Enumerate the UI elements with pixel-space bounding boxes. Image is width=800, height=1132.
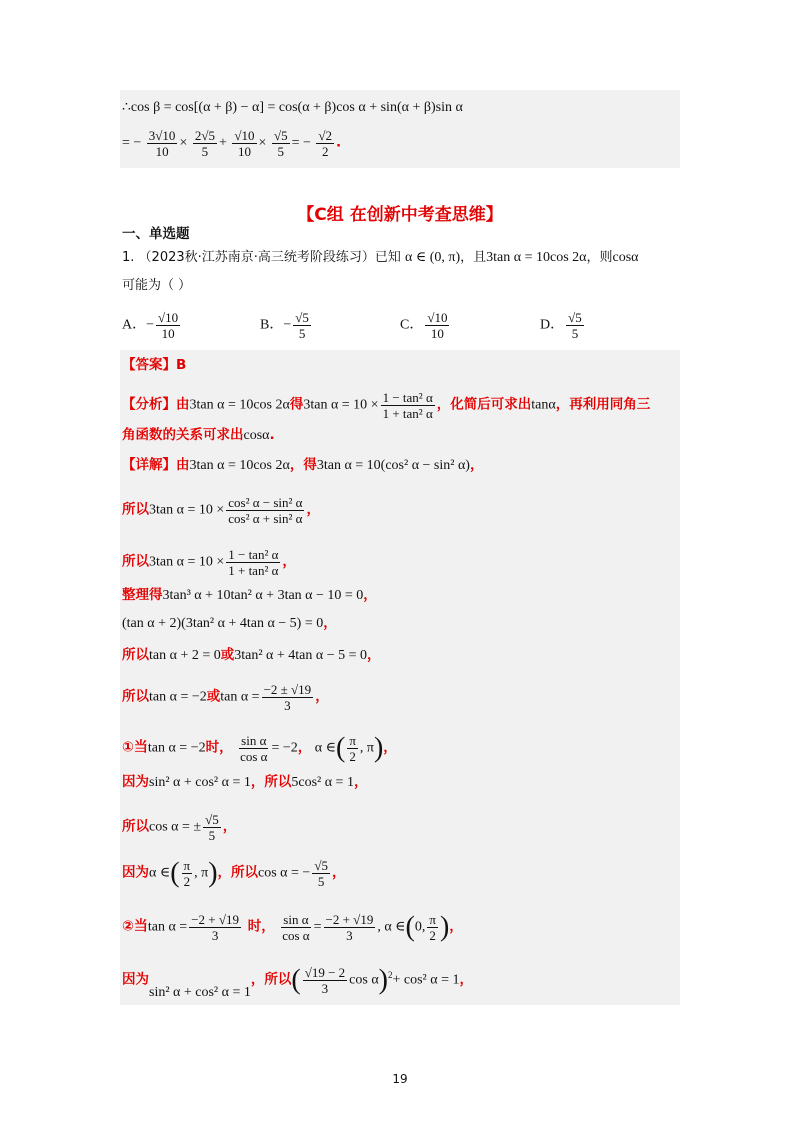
option-b[interactable]: B．− $\frac{√5}{5}$ (260, 310, 309, 341)
question-type-heading: 一、单选题 (122, 226, 190, 242)
analysis-line1: 【分析】由3tan α = 10cos 2α得3tan α = 10 × $\frac{\text{1 − tan² α}}{\text{1 + tan² α}}$ ，化简后可求出tanα，再利用同角三 (122, 390, 651, 421)
case2-because: 因为sin² α + cos² α = 1，所以( $\frac{√19 - 2}{3}$ cos α)$^2$+ cos² α = 1， (122, 964, 473, 1000)
option-d[interactable]: D． $\frac{√5}{5}$ (540, 310, 582, 341)
detail-line1: 【详解】由3tan α = 10cos 2α，得3tan α = 10(cos² α − sin² α)， (122, 457, 484, 473)
cos-beta-derivation: ∴cos β = cos[(α + β) − α] = cos(α + β)cos α + sin(α + β)sin α (122, 100, 463, 115)
detail-line6: 所以tan α + 2 = 0或3tan² α + 4tan α − 5 = 0， (122, 647, 381, 663)
cos-beta-result: = − $\frac{3√10}{10}$ × $\frac{2√5}{5}$ + $\frac{√10}{10}$ × $\frac{√5}{5}$ = − $\frac{√2}{2}$ . (122, 128, 342, 159)
detail-line2: 所以3tan α = 10 × $\frac{\text{cos² α − sin² α}}{\text{cos² α + sin² α}}$ ， (122, 495, 320, 526)
case1-conclusion: 因为α ∈( $\frac{\pi}{2}$ , π)，所以cos α = − $\frac{√5}{5}$ ， (122, 857, 346, 889)
section-title: 【C组 在创新中考查思维】 (297, 205, 503, 225)
case1-because: 因为sin² α + cos² α = 1，所以5cos² α = 1， (122, 774, 368, 790)
question-stem: 1. （2023秋·江苏南京·高三统考阶段练习）已知 α ∈ (0, π)，且3tan α = 10cos 2α，则cosα (122, 250, 639, 265)
case1-line: ①当tan α = −2时， $\frac{\text{sin α}}{\text{cos α}}$ = −2， α ∈( $\frac{\pi}{2}$ , π)， (122, 732, 397, 764)
answer-label: 【答案】B (122, 357, 187, 373)
detail-line7: 所以tan α = −2或tan α = $\frac{-2 \pm √19}{3}$ ， (122, 682, 329, 713)
case2-line: ②当tan α = $\frac{-2 + √19}{3}$ 时， $\frac{\text{sin α}}{\text{cos α}}$ = $\frac{-2 + √19}{3}$ , α ∈(0, $\frac{\pi}{2}$ )， (122, 911, 463, 943)
detail-line5: (tan α + 2)(3tan² α + 4tan α − 5) = 0， (122, 615, 337, 631)
case1-cos: 所以cos α = ± $\frac{√5}{5}$ ， (122, 812, 237, 843)
option-c[interactable]: C． $\frac{√10}{10}$ (400, 310, 448, 341)
detail-line3: 所以3tan α = 10 × $\frac{\text{1 − tan² α}}{\text{1 + tan² α}}$ ， (122, 547, 296, 578)
analysis-line2: 角函数的关系可求出cosα. (122, 427, 275, 443)
shaded-answer-block (120, 350, 680, 1005)
page-number: 19 (392, 1072, 408, 1086)
detail-line4: 整理得3tan³ α + 10tan² α + 3tan α − 10 = 0， (122, 587, 377, 603)
question-stem-line2: 可能为（ ） (122, 278, 192, 293)
option-a[interactable]: A．− $\frac{√10}{10}$ (122, 310, 179, 341)
